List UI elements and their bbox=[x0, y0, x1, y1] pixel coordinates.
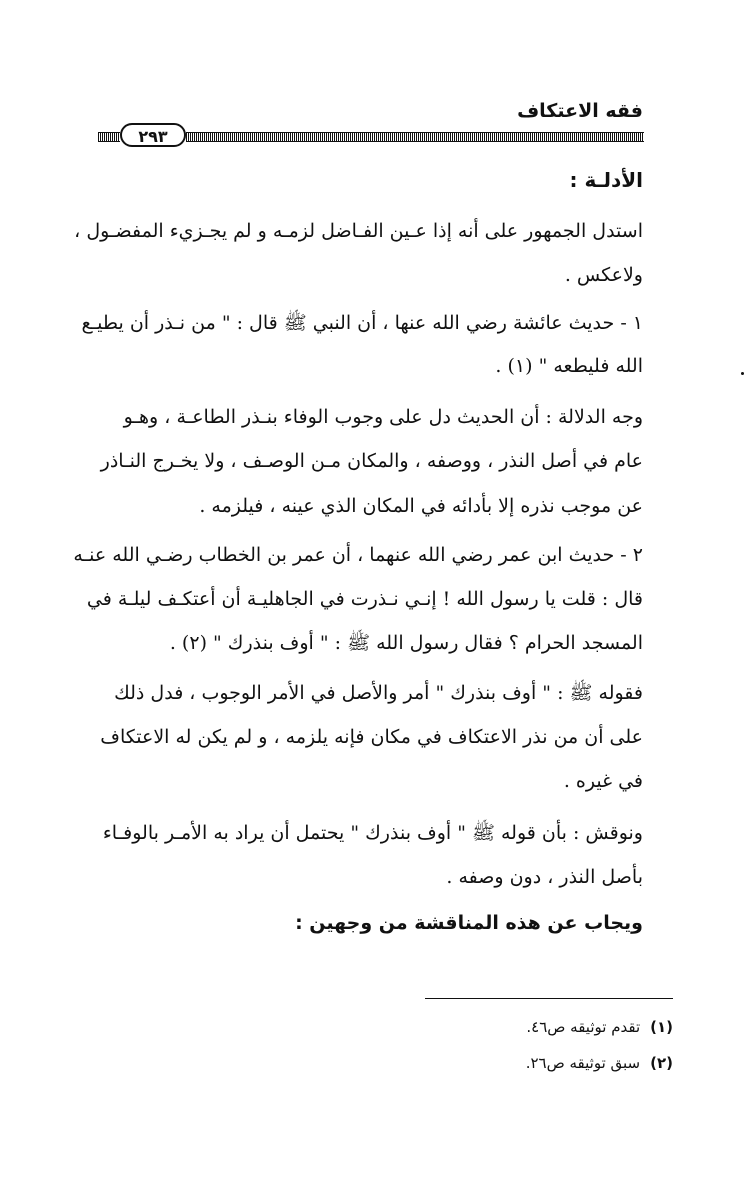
body-line: عن موجب نذره إلا بأدائه في المكان الذي عينه ، فيلزمه . bbox=[199, 495, 643, 517]
footnote bbox=[526, 1054, 673, 1072]
body-line: ولاعكس . bbox=[564, 264, 643, 286]
body-line: ١ - حديث عائشة رضي الله عنها ، أن النبي ﷺ قال : " من نـذر أن يطيـع bbox=[81, 312, 643, 334]
header-rule-left bbox=[98, 132, 120, 142]
body-line: عام في أصل النذر ، ووصفه ، والمكان مـن الوصـف ، ولا يخـرج النـاذر bbox=[100, 450, 643, 472]
footnote-number: (٢) bbox=[650, 1054, 673, 1072]
section-heading: الأدلـة : bbox=[569, 168, 643, 192]
footnote-separator bbox=[425, 998, 673, 999]
body-line: استدل الجمهور على أنه إذا عـين الفـاضل لزمـه و لم يجـزيء المفضـول ، bbox=[74, 220, 643, 242]
body-line: ويجاب عن هذه المناقشة من وجهين : bbox=[295, 912, 643, 934]
body-line: ونوقش : بأن قوله ﷺ " أوف بنذرك " يحتمل أن يراد به الأمـر بالوفـاء bbox=[102, 822, 643, 844]
header-rule bbox=[98, 128, 644, 144]
footnote-text: تقدم توثيقه ص٤٦. bbox=[526, 1018, 641, 1036]
running-title: فقه الاعتكاف bbox=[517, 100, 643, 122]
body-line: المسجد الحرام ؟ فقال رسول الله ﷺ : " أوف بنذرك " (٢) . bbox=[169, 632, 643, 654]
body-line: وجه الدلالة : أن الحديث دل على وجوب الوفاء بنـذر الطاعـة ، وهـو bbox=[123, 406, 643, 428]
header-rule-right bbox=[186, 132, 644, 142]
margin-dot bbox=[741, 372, 744, 375]
body-line: في غيره . bbox=[563, 770, 643, 792]
body-line: بأصل النذر ، دون وصفه . bbox=[446, 866, 643, 888]
body-line: قال : قلت يا رسول الله ! إنـي نـذرت في الجاهليـة أن أعتكـف ليلـة في bbox=[86, 588, 643, 610]
body-line: ٢ - حديث ابن عمر رضي الله عنهما ، أن عمر بن الخطاب رضـي الله عنـه bbox=[73, 544, 643, 566]
footnote-text: سبق توثيقه ص٢٦. bbox=[525, 1054, 641, 1072]
page-number: ٢٩٣ bbox=[120, 123, 186, 147]
body-line: الله فليطعه " (١) . bbox=[495, 355, 643, 377]
body-line: فقوله ﷺ : " أوف بنذرك " أمر والأصل في الأمر الوجوب ، فدل ذلك bbox=[114, 682, 643, 704]
footnote-number: (١) bbox=[650, 1018, 673, 1036]
footnote bbox=[526, 1018, 673, 1036]
body-line: على أن من نذر الاعتكاف في مكان فإنه يلزمه ، و لم يكن له الاعتكاف bbox=[100, 726, 643, 748]
